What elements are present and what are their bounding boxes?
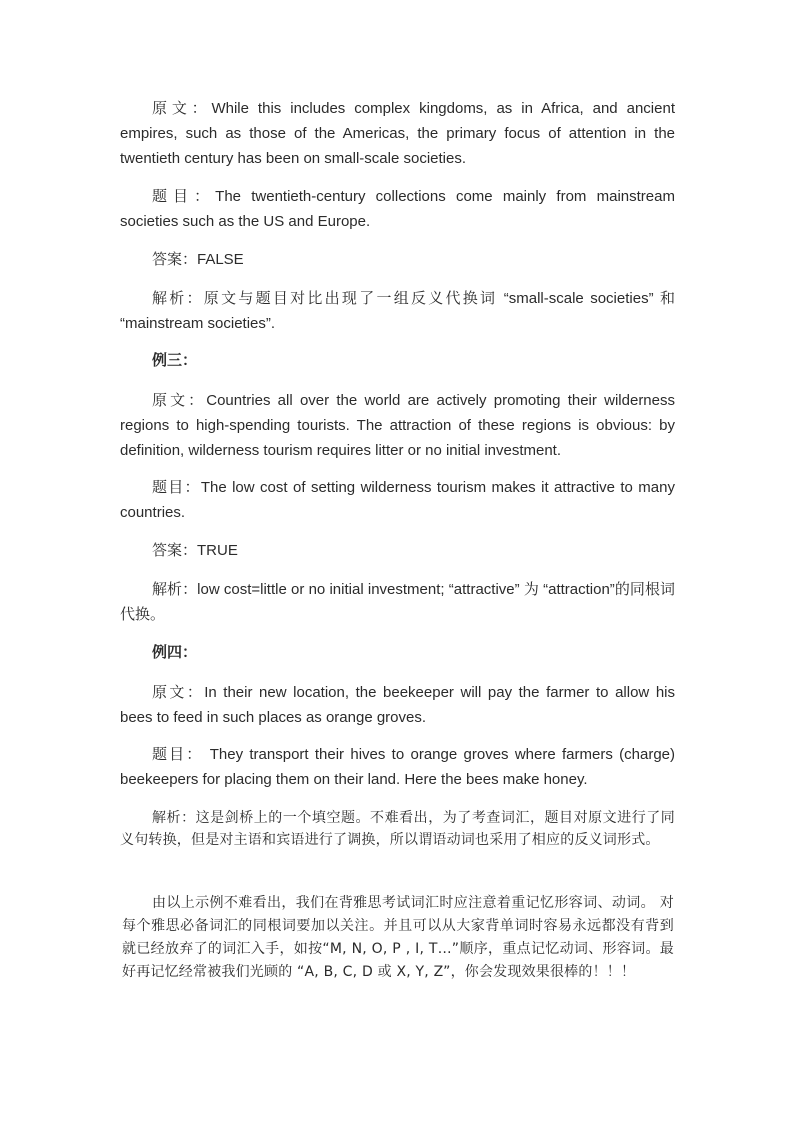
example-four-original: 原文：In their new location, the beekeeper will pay the farmer to allow his bees to feed in such places as orange groves. (120, 684, 675, 726)
summary-paragraph: 由以上示例不难看出，我们在背雅思考试词汇时应注意着重记忆形容词、动词。 对每个雅思必备词汇的同根词要加以关注。并且可以从大家背单词时容易永远都没有背到就已经放弃了的词汇入手，如按“M, N, O, P , I, T…”顺序，重点记忆动词、形容词。最好再记忆经常被我们光顾的 “A, B, C, D 或 X, Y, Z”，你会发现效果很棒的！！！ (122, 895, 674, 980)
example-three-answer: 答案：TRUE (152, 542, 238, 559)
example-four-question: 题目： They transport their hives to orange groves where farmers (charge) beekeepers for placing them on their land. Here the bees make honey. (120, 746, 675, 788)
example-four-heading: 例四： (152, 644, 198, 661)
example-answer: 答案：FALSE (152, 251, 244, 268)
example-three-heading: 例三： (152, 352, 198, 369)
example-three-original: 原文：Countries all over the world are actively promoting their wilderness regions to high-spending tourists. The attraction of these regions is obvious: by definition, wilderness tourism requires litter or no initial investment. (120, 392, 675, 459)
example-passage-original: 原文：While this includes complex kingdoms, as in Africa, and ancient empires, such as those of the Americas, the primary focus of attention in the twentieth century has been on small-scale societies. (120, 100, 675, 167)
example-analysis: 解析：原文与题目对比出现了一组反义代换词 “small-scale societies” 和 “mainstream societies”. (120, 290, 675, 332)
example-four-analysis: 解析：这是剑桥上的一个填空题。不难看出，为了考查词汇，题目对原文进行了同义句转换，但是对主语和宾语进行了调换，所以谓语动词也采用了相应的反义词形式。 (120, 810, 675, 848)
example-three-question: 题目：The low cost of setting wilderness tourism makes it attractive to many countries. (120, 479, 675, 521)
example-question: 题目：The twentieth-century collections come mainly from mainstream societies such as the US and Europe. (120, 188, 675, 230)
example-three-analysis: 解析：low cost=little or no initial investment; “attractive” 为 “attraction”的同根词代换。 (120, 581, 675, 623)
